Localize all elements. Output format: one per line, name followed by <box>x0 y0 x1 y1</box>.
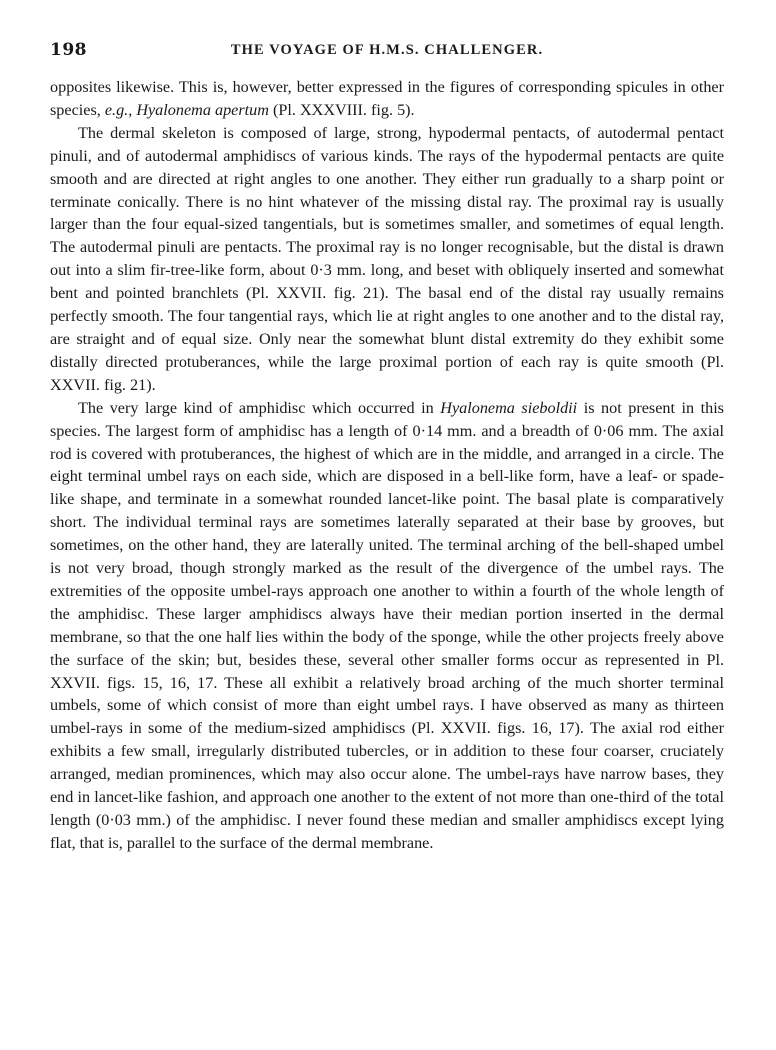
running-title: THE VOYAGE OF H.M.S. CHALLENGER. <box>230 42 544 58</box>
paragraph-3-text: is not present in this species. The largest form of amphidisc has a length of 0·14 mm. and a breadth of 0·06 mm. The axial rod is covered with protuberances, the highest of which are in the middle, and arranged in a circle. The eight terminal umbel rays on each side, which are disposed in a bell-like form, have a leaf- or spade-like shape, and terminate in a somewhat rounded lancet-like point. The basal plate is comparatively short. The individual terminal rays are sometimes laterally separated at their base by grooves, but sometimes, on the other hand, they are laterally united. The terminal arching of the bell-shaped umbel is not very broad, though strongly marked as the result of the divergence of the umbel rays. The extremities of the opposite umbel-rays approach one another to within a fourth of the whole length of the amphidisc. These larger amphidiscs always have their median portion inserted in the dermal membrane, so that the one half lies within the body of the sponge, while the other projects freely above the surface of the skin; but, besides these, several other smaller forms occur as represented in Pl. XXVII. figs. 15, 16, 17. These all exhibit a relatively broad arching of the much shorter terminal umbels, some of which consist of more than eight umbel rays. I have observed as many as thirteen umbel-rays in some of the medium-sized amphidiscs (Pl. XXVII. figs. 16, 17). The axial rod either exhibits a few small, irregularly distributed tubercles, or in addition to these four coarser, cruciately arranged, median prominences, which may also occur alone. The umbel-rays have narrow bases, they end in lancet-like fashion, and approach one another to the extent of not more than one-third of the total length (0·03 mm.) of the amphidisc. I never found these median and smaller amphidiscs except lying flat, that is, parallel to the surface of the dermal membrane. <box>50 398 724 852</box>
paragraph-1-text: , <box>128 100 137 119</box>
paragraph-1-abbrev-eg: e.g. <box>104 100 129 119</box>
paragraph-1 <box>50 76 724 122</box>
paragraph-2 <box>50 122 724 397</box>
paragraph-3 <box>50 397 724 855</box>
body-text <box>50 76 724 855</box>
page-number: 198 <box>50 40 87 60</box>
species-name-hyalonema-apertum: Hyalonema apertum <box>136 100 269 119</box>
paragraph-1-text: opposites likewise. This is, however, better expressed in the figures of corresponding spicules in other species, <box>50 78 724 119</box>
running-head <box>50 40 724 76</box>
paragraph-3-text: The very large kind of amphidisc which occurred in <box>78 398 441 417</box>
species-name-hyalonema-sieboldii: Hyalonema sieboldii <box>440 398 578 417</box>
page <box>50 40 724 855</box>
paragraph-1-text: (Pl. XXXVIII. fig. 5). <box>268 100 415 119</box>
paragraph-2-text: The dermal skeleton is composed of large, strong, hypodermal pentacts, of autodermal pentact pinuli, and of autodermal amphidiscs of various kinds. The rays of the hypodermal pentacts are quite smooth and are directed at right angles to one another. They either run gradually to a sharp point or terminate conically. There is no hint whatever of the missing distal ray. The proximal ray is usually larger than the four equal-sized tangentials, but is sometimes smaller, and sometimes of equal length. The autodermal pinuli are pentacts. The proximal ray is no longer recognisable, but the distal is drawn out into a slim fir-tree-like form, about 0·3 mm. long, and beset with obliquely inserted and somewhat bent and pointed branchlets (Pl. XXVII. fig. 21). The basal end of the distal ray usually remains perfectly smooth. The four tangential rays, which lie at right angles to one another and to the distal ray, are straight and of equal size. Only near the somewhat blunt distal extremity do they exhibit some distally directed protuberances, while the large proximal portion of each ray is quite smooth (Pl. XXVII. fig. 21). <box>50 123 724 394</box>
